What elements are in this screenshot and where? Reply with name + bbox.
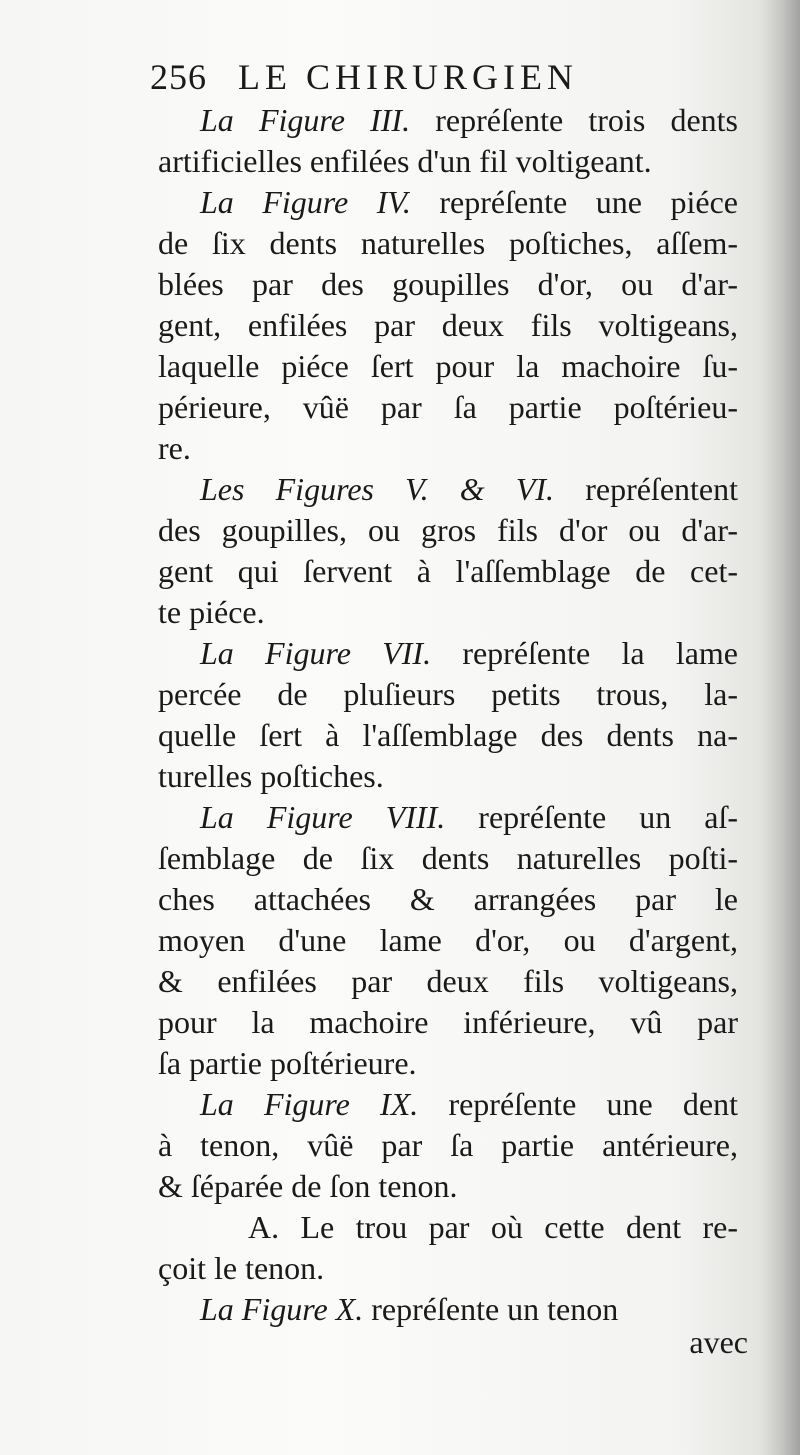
line-text: artificielles enfilées d'un fil voltigeant. (158, 143, 652, 179)
line-text: & enfilées par deux fils voltigeans, (158, 963, 738, 999)
text-line (158, 1207, 738, 1248)
text-line (158, 633, 738, 674)
text-line (158, 182, 738, 223)
line-text: repréſente une piéce (410, 184, 739, 220)
line-text: A. Le trou par où cette dent re- (248, 1209, 738, 1245)
line-text: moyen d'une lame d'or, ou d'argent, (158, 922, 738, 958)
line-text: repréſente un tenon (363, 1291, 619, 1327)
running-title: LE CHIRURGIEN (238, 57, 578, 97)
text-line (158, 551, 738, 592)
text-line (158, 346, 738, 387)
text-line (158, 387, 738, 428)
line-text: repréſente trois dents (410, 102, 739, 138)
text-line (158, 920, 738, 961)
line-text: laquelle piéce ſert pour la machoire ſu- (158, 348, 738, 384)
line-text: repréſente un aſ- (445, 799, 739, 835)
line-text: ches attachées & arrangées par le (158, 881, 738, 917)
catchword: avec (689, 1324, 748, 1360)
text-line (158, 592, 738, 633)
text-line (158, 838, 738, 879)
figure-reference: La Figure VIII. (200, 799, 446, 835)
line-text: pour la machoire inférieure, vû par (158, 1004, 738, 1040)
line-text: repréſente une dent (418, 1086, 739, 1122)
line-text: & ſéparée de ſon tenon. (158, 1168, 458, 1204)
line-text: repréſente la lame (431, 635, 738, 671)
line-text: des goupilles, ou gros fils d'or ou d'ar- (158, 512, 738, 548)
page-body (158, 100, 738, 1330)
line-text: périeure, vûë par ſa partie poſtérieu- (158, 389, 738, 425)
text-line (158, 1084, 738, 1125)
paragraph (158, 797, 738, 1084)
line-text: gent, enfilées par deux fils voltigeans, (158, 307, 738, 343)
line-text: ſa partie poſtérieure. (158, 1045, 417, 1081)
paragraph (158, 1207, 738, 1289)
figure-reference: Les Figures V. & VI. (200, 471, 555, 507)
page-gutter-shadow (758, 0, 800, 1455)
paragraph (158, 182, 738, 469)
text-line (158, 674, 738, 715)
text-line (158, 1002, 738, 1043)
text-line (158, 141, 738, 182)
figure-reference: La Figure IX. (200, 1086, 419, 1122)
line-text: çoit le tenon. (158, 1250, 325, 1286)
line-text: percée de pluſieurs petits trous, la- (158, 676, 738, 712)
figure-reference: La Figure III. (200, 102, 411, 138)
text-line (158, 879, 738, 920)
line-text: repréſentent (554, 471, 739, 507)
text-line (158, 1289, 738, 1330)
text-line (158, 1248, 738, 1289)
text-line (158, 428, 738, 469)
text-line (158, 1166, 738, 1207)
text-line (158, 961, 738, 1002)
line-text: re. (158, 430, 191, 466)
page-number: 256 (150, 57, 207, 97)
running-header (150, 54, 578, 100)
text-line (158, 469, 738, 510)
line-text: quelle ſert à l'aſſemblage des dents na- (158, 717, 738, 753)
line-text: ſemblage de ſix dents naturelles poſti- (158, 840, 738, 876)
paragraph (158, 469, 738, 633)
text-line (158, 100, 738, 141)
line-text: gent qui ſervent à l'aſſemblage de cet- (158, 553, 738, 589)
line-text: blées par des goupilles d'or, ou d'ar- (158, 266, 738, 302)
figure-reference: La Figure IV. (200, 184, 411, 220)
text-line (158, 510, 738, 551)
text-line (158, 223, 738, 264)
text-line (158, 264, 738, 305)
text-line (158, 756, 738, 797)
line-text: turelles poſtiches. (158, 758, 384, 794)
figure-reference: La Figure VII. (200, 635, 432, 671)
paragraph (158, 100, 738, 182)
line-text: à tenon, vûë par ſa partie antérieure, (158, 1127, 738, 1163)
text-line (158, 715, 738, 756)
paragraph (158, 1289, 738, 1330)
text-line (158, 797, 738, 838)
line-text: te piéce. (158, 594, 265, 630)
text-line (158, 305, 738, 346)
figure-reference: La Figure X. (200, 1291, 364, 1327)
line-text: de ſix dents naturelles poſtiches, aſſem- (158, 225, 738, 261)
paragraph (158, 633, 738, 797)
text-line (158, 1043, 738, 1084)
text-line (158, 1125, 738, 1166)
paragraph (158, 1084, 738, 1207)
